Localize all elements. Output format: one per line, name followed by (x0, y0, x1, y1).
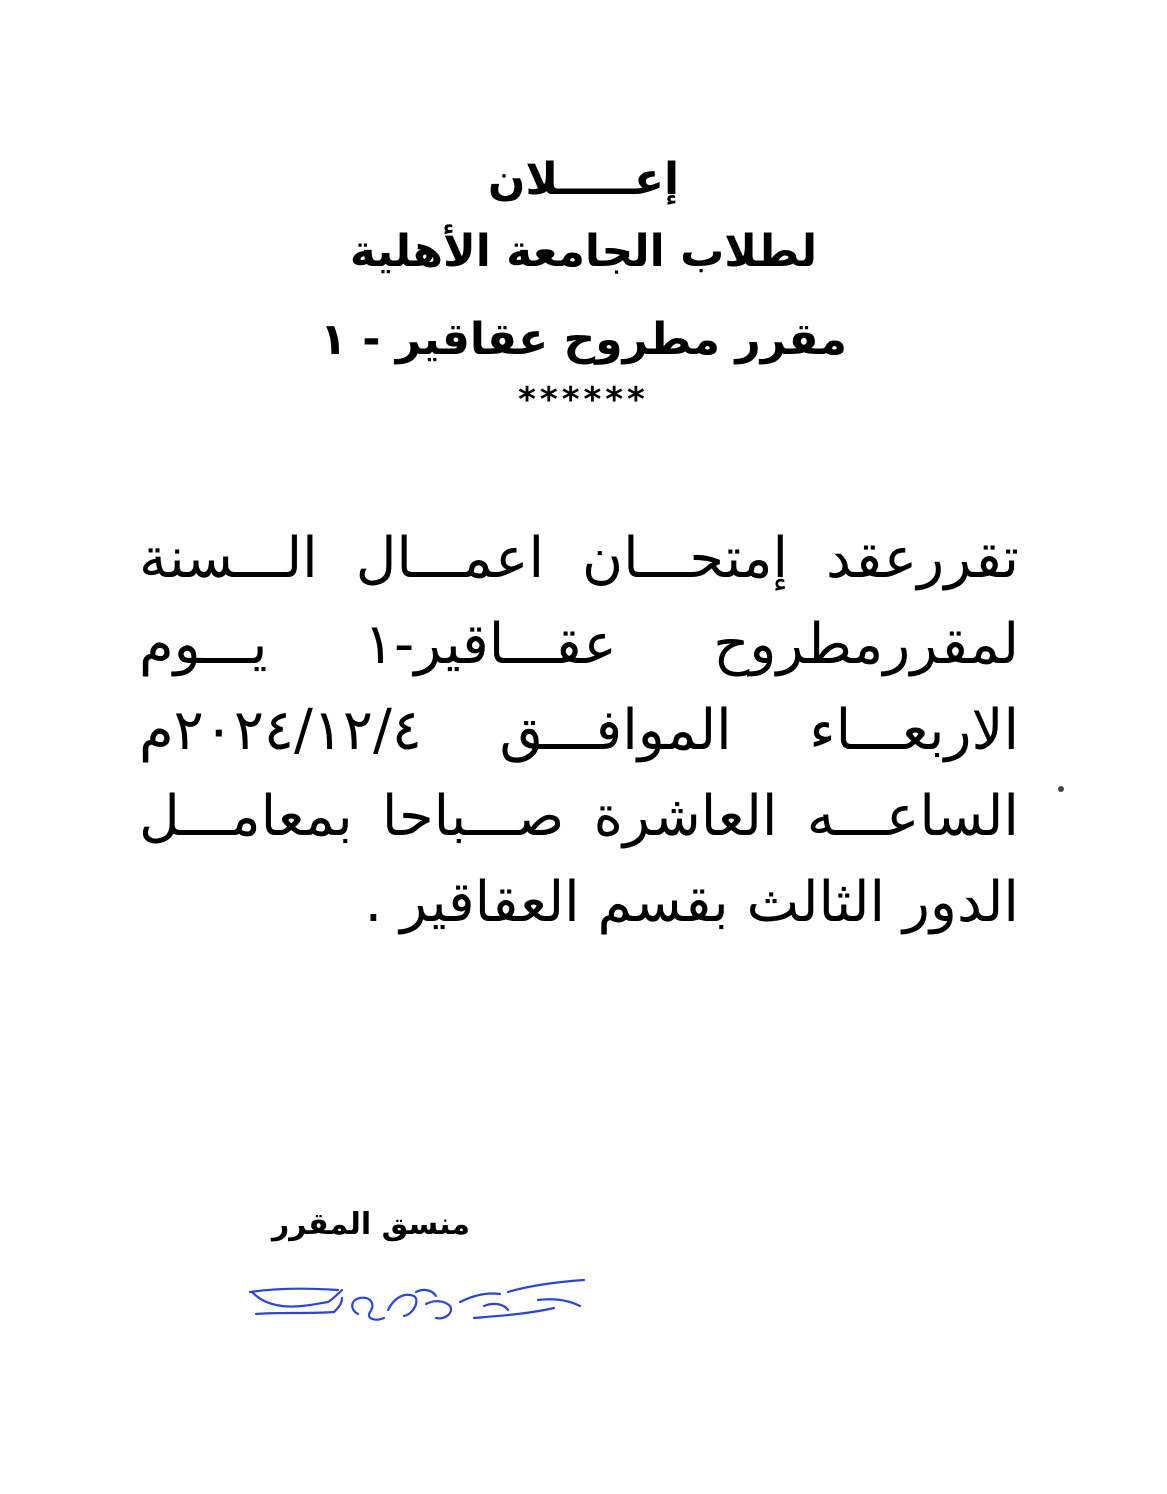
announcement-body (139, 516, 1019, 946)
announcement-title: إعـــــلان (487, 154, 680, 205)
title-separator: ****** (518, 380, 649, 420)
body-line: الاربعـــاء الموافـــق ٢٠٢٤/١٢/٤م (139, 698, 1019, 763)
handwritten-signature (238, 1270, 598, 1350)
announcement-audience: لطلاب الجامعة الأهلية (349, 226, 818, 277)
body-line: تقررعقد إمتحـــان اعمـــال الـــسنة (139, 526, 1019, 591)
body-line: لمقررمطروح عقـــاقير-١ يـــوم (139, 612, 1019, 677)
body-line: الساعـــه العاشرة صـــباحا بمعامـــل (139, 784, 1019, 849)
signature-label: منسق المقرر (271, 1207, 470, 1242)
announcement-course: مقرر مطروح عقاقير - ١ (320, 314, 847, 365)
stray-dot-mark (1058, 786, 1064, 792)
body-line: الدور الثالث بقسم العقاقير . (364, 870, 1019, 935)
